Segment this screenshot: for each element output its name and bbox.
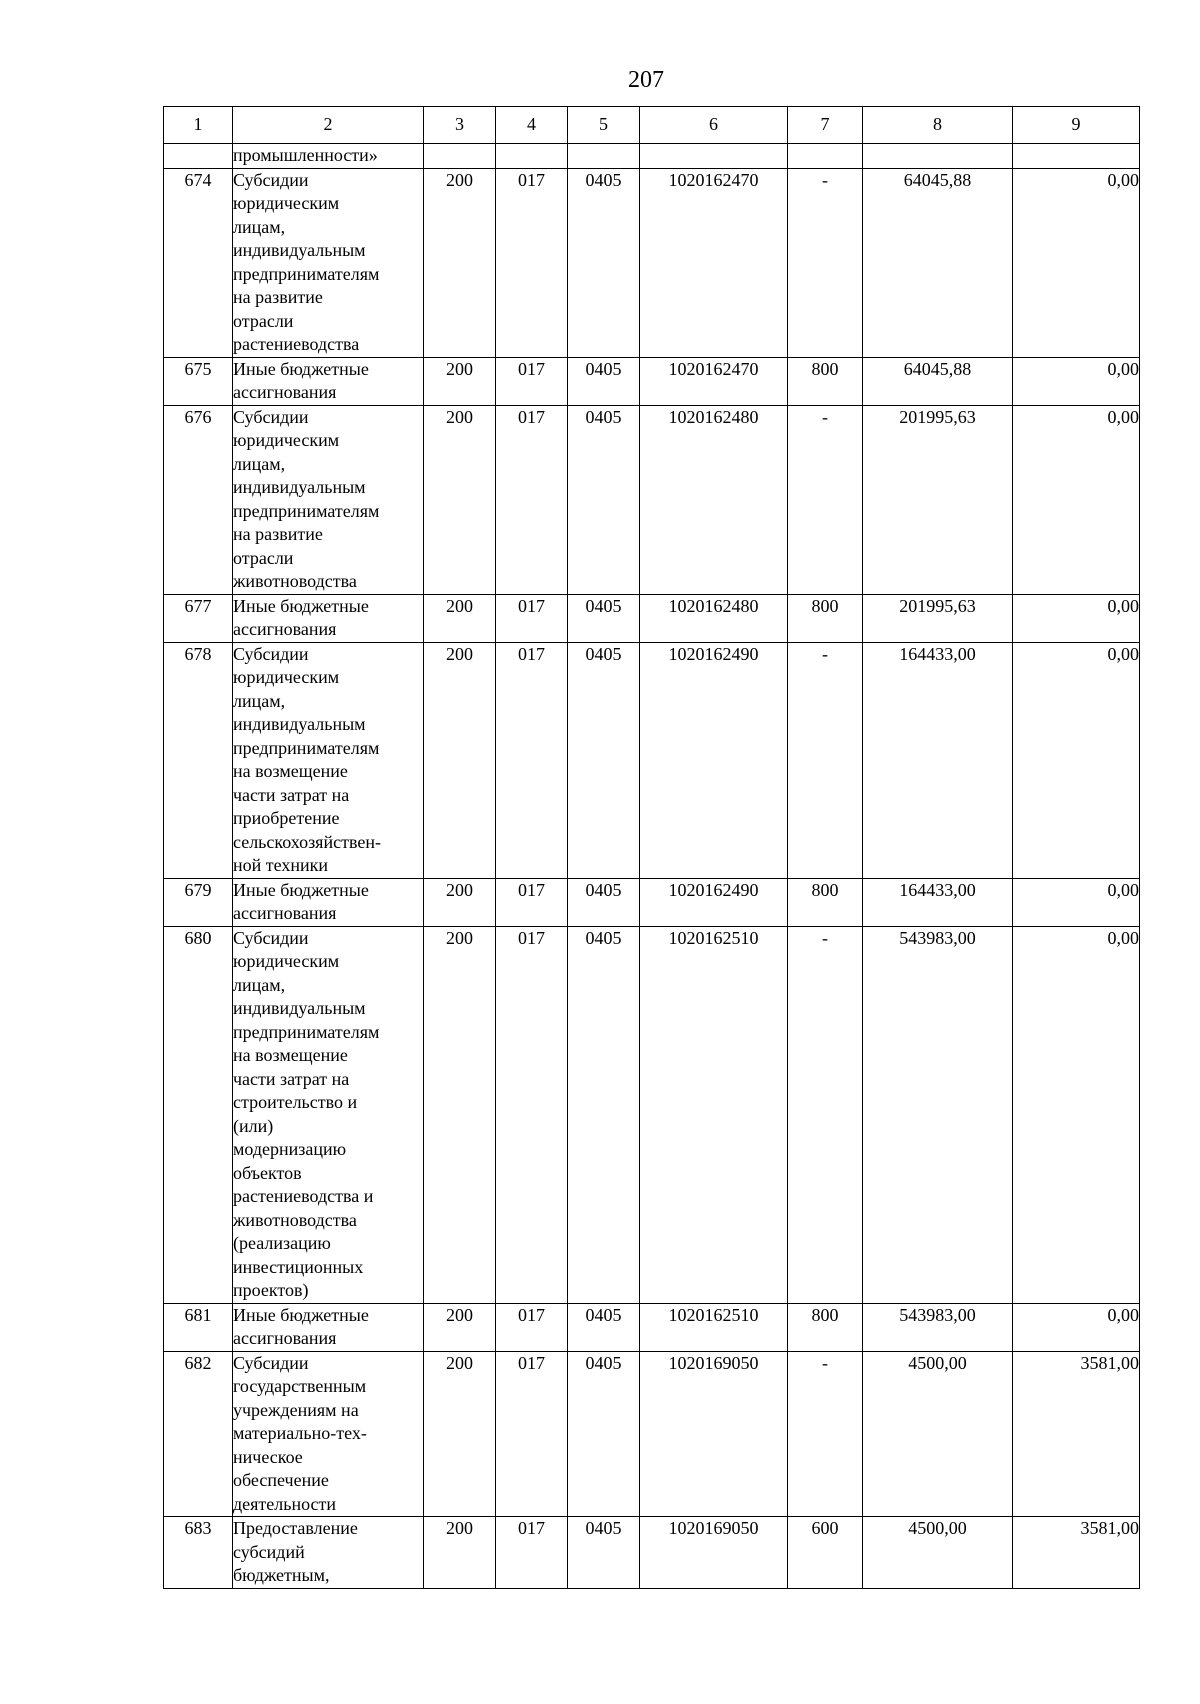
row-col-8: 64045,88 — [863, 168, 1013, 357]
cell-text-line: лицам, — [233, 974, 286, 995]
row-col-7: - — [788, 168, 863, 357]
cell-text-line: Иные бюджетные — [233, 595, 369, 616]
row-number: 682 — [164, 1351, 233, 1517]
cell-text-line: ассигнования — [233, 1328, 337, 1348]
row-col-5: 0405 — [568, 405, 640, 594]
cell-text-line: лицам, — [233, 453, 286, 474]
header-col-3: 3 — [424, 107, 496, 144]
table-row — [164, 357, 1140, 405]
row-number: 674 — [164, 168, 233, 357]
cell-text-line: индивидуальным — [233, 714, 366, 734]
cell-text-line: обеспечение — [233, 1470, 329, 1490]
row-number: 676 — [164, 405, 233, 594]
row-col-6: 1020162470 — [640, 357, 788, 405]
row-name — [233, 594, 424, 642]
cell-text-line: животноводства — [233, 571, 357, 591]
row-name — [233, 642, 424, 878]
row-col-5: 0405 — [568, 357, 640, 405]
table-row — [164, 1517, 1140, 1589]
cell-text-line: инвестиционных — [233, 1256, 364, 1277]
cell-text-line: Субсидии — [233, 406, 309, 427]
row-col-6: 1020162490 — [640, 878, 788, 926]
table-row — [164, 594, 1140, 642]
cell-text-line: (реализацию — [233, 1233, 331, 1253]
row-number: 683 — [164, 1517, 233, 1589]
row-col-5: 0405 — [568, 926, 640, 1303]
continuation-row — [164, 144, 1140, 169]
row-col-8: 164433,00 — [863, 878, 1013, 926]
row-col-9: 0,00 — [1013, 405, 1140, 594]
row-col-8: 4500,00 — [863, 1351, 1013, 1517]
row-col-3: 200 — [424, 594, 496, 642]
cell-text-line: на развитие — [233, 524, 323, 544]
row-col-3: 200 — [424, 1351, 496, 1517]
header-col-8: 8 — [863, 107, 1013, 144]
header-col-1: 1 — [164, 107, 233, 144]
row-col-3: 200 — [424, 926, 496, 1303]
cell-text-line: Иные бюджетные — [233, 1304, 369, 1325]
cell-text-line: юридическим — [233, 951, 340, 971]
cell-text-line: Субсидии — [233, 1352, 309, 1373]
row-col-4: 017 — [496, 168, 568, 357]
cell-text-line: (или) — [233, 1115, 274, 1136]
cell-text-line: проектов) — [233, 1280, 309, 1300]
cell-text-line: модернизацию — [233, 1139, 347, 1159]
table-row — [164, 405, 1140, 594]
row-col-5: 0405 — [568, 1303, 640, 1351]
row-col-5: 0405 — [568, 168, 640, 357]
row-col-6: 1020169050 — [640, 1351, 788, 1517]
table-row — [164, 1303, 1140, 1351]
row-col-8: 4500,00 — [863, 1517, 1013, 1589]
row-col-7: 800 — [788, 357, 863, 405]
cell-text-line: Субсидии — [233, 927, 309, 948]
row-col-4: 017 — [496, 1351, 568, 1517]
cell-text-line: ассигнования — [233, 382, 337, 402]
header-col-9: 9 — [1013, 107, 1140, 144]
cell-text-line: государственным — [233, 1376, 367, 1396]
cell-text-line: материально-тех- — [233, 1423, 367, 1443]
cell-text-line: растениеводства — [233, 334, 360, 354]
cell-text-line: ассигнования — [233, 903, 337, 923]
row-col-6: 1020162510 — [640, 926, 788, 1303]
row-col-7: - — [788, 926, 863, 1303]
cell-text-line: предпринимателям — [233, 500, 380, 521]
row-col-8: 201995,63 — [863, 594, 1013, 642]
cell-text-line: отрасли — [233, 310, 294, 331]
row-col-7: - — [788, 405, 863, 594]
row-col-9: 3581,00 — [1013, 1517, 1140, 1589]
row-col-4: 017 — [496, 1517, 568, 1589]
cell-text-line: юридическим — [233, 193, 340, 213]
cell-text-line: лицам, — [233, 690, 286, 711]
row-col-3: 200 — [424, 168, 496, 357]
cell-text-line: ническое — [233, 1446, 303, 1467]
table-row — [164, 1351, 1140, 1517]
row-number: 681 — [164, 1303, 233, 1351]
row-col-8: 201995,63 — [863, 405, 1013, 594]
row-col-4: 017 — [496, 405, 568, 594]
row-col-9: 0,00 — [1013, 594, 1140, 642]
header-row — [164, 107, 1140, 144]
row-col-6: 1020162470 — [640, 168, 788, 357]
row-col-7: 800 — [788, 878, 863, 926]
cell-text-line: предпринимателям — [233, 737, 380, 758]
row-name — [233, 168, 424, 357]
row-col-8: 543983,00 — [863, 926, 1013, 1303]
continuation-text: промышленности» — [233, 144, 424, 169]
cell-text-line: Субсидии — [233, 169, 309, 190]
cell-text-line: животноводства — [233, 1209, 357, 1230]
table-row — [164, 168, 1140, 357]
cell-text-line: индивидуальным — [233, 240, 366, 260]
row-number: 678 — [164, 642, 233, 878]
header-col-2: 2 — [233, 107, 424, 144]
cell-text-line: юридическим — [233, 430, 340, 450]
cell-text-line: субсидий — [233, 1541, 305, 1562]
row-name — [233, 1517, 424, 1589]
cell-text-line: Субсидии — [233, 643, 309, 664]
row-col-6: 1020162510 — [640, 1303, 788, 1351]
cell-text-line: объектов — [233, 1162, 302, 1183]
row-col-7: - — [788, 642, 863, 878]
row-col-9: 0,00 — [1013, 168, 1140, 357]
row-col-5: 0405 — [568, 1517, 640, 1589]
row-col-3: 200 — [424, 357, 496, 405]
row-col-3: 200 — [424, 1303, 496, 1351]
table-row — [164, 642, 1140, 878]
cell-text-line: на возмещение — [233, 1045, 348, 1065]
cell-text-line: Иные бюджетные — [233, 358, 369, 379]
cell-text-line: лицам, — [233, 216, 286, 237]
row-col-9: 0,00 — [1013, 926, 1140, 1303]
header-col-7: 7 — [788, 107, 863, 144]
cell-text-line: на развитие — [233, 287, 323, 307]
row-col-5: 0405 — [568, 878, 640, 926]
row-number: 675 — [164, 357, 233, 405]
row-col-5: 0405 — [568, 1351, 640, 1517]
row-col-8: 164433,00 — [863, 642, 1013, 878]
cell-text-line: предпринимателям — [233, 1021, 380, 1042]
row-col-3: 200 — [424, 642, 496, 878]
row-col-7: 800 — [788, 594, 863, 642]
row-col-5: 0405 — [568, 642, 640, 878]
row-col-4: 017 — [496, 1303, 568, 1351]
header-col-5: 5 — [568, 107, 640, 144]
cell-text-line: строительство и — [233, 1092, 358, 1112]
row-col-3: 200 — [424, 878, 496, 926]
row-col-9: 0,00 — [1013, 878, 1140, 926]
row-col-7: 600 — [788, 1517, 863, 1589]
cell-text-line: деятельности — [233, 1493, 337, 1514]
row-col-6: 1020162490 — [640, 642, 788, 878]
row-col-4: 017 — [496, 357, 568, 405]
header-col-6: 6 — [640, 107, 788, 144]
table-row — [164, 926, 1140, 1303]
table-row — [164, 878, 1140, 926]
cell-text-line: индивидуальным — [233, 998, 366, 1018]
cell-text-line: Иные бюджетные — [233, 879, 369, 900]
row-name — [233, 357, 424, 405]
row-col-9: 0,00 — [1013, 642, 1140, 878]
row-col-4: 017 — [496, 878, 568, 926]
row-col-4: 017 — [496, 594, 568, 642]
row-col-6: 1020162480 — [640, 594, 788, 642]
row-col-6: 1020169050 — [640, 1517, 788, 1589]
budget-table — [163, 106, 1140, 1589]
cell-text-line: Предоставление — [233, 1518, 358, 1538]
row-col-8: 543983,00 — [863, 1303, 1013, 1351]
row-col-7: - — [788, 1351, 863, 1517]
row-name — [233, 926, 424, 1303]
row-col-3: 200 — [424, 405, 496, 594]
cell-text-line: отрасли — [233, 547, 294, 568]
row-col-5: 0405 — [568, 594, 640, 642]
cell-text-line: части затрат на — [233, 1068, 350, 1089]
header-col-4: 4 — [496, 107, 568, 144]
page-number: 207 — [628, 67, 664, 93]
cell-text-line: предпринимателям — [233, 263, 380, 284]
row-col-4: 017 — [496, 642, 568, 878]
row-col-7: 800 — [788, 1303, 863, 1351]
row-col-9: 0,00 — [1013, 357, 1140, 405]
row-col-4: 017 — [496, 926, 568, 1303]
cell-text-line: на возмещение — [233, 761, 348, 781]
cell-text-line: бюджетным, — [233, 1565, 330, 1585]
row-name — [233, 1351, 424, 1517]
row-name — [233, 878, 424, 926]
row-col-6: 1020162480 — [640, 405, 788, 594]
row-number: 677 — [164, 594, 233, 642]
row-col-8: 64045,88 — [863, 357, 1013, 405]
row-name — [233, 405, 424, 594]
row-name — [233, 1303, 424, 1351]
row-col-3: 200 — [424, 1517, 496, 1589]
row-number: 680 — [164, 926, 233, 1303]
cell-text-line: приобретение — [233, 808, 340, 828]
cell-text-line: сельскохозяйствен- — [233, 831, 381, 852]
cell-text-line: растениеводства и — [233, 1186, 374, 1206]
cell-text-line: юридическим — [233, 667, 340, 687]
cell-text-line: части затрат на — [233, 784, 350, 805]
row-col-9: 0,00 — [1013, 1303, 1140, 1351]
cell-text-line: индивидуальным — [233, 477, 366, 497]
cell-text-line: ассигнования — [233, 619, 337, 639]
row-number: 679 — [164, 878, 233, 926]
row-col-9: 3581,00 — [1013, 1351, 1140, 1517]
cell-text-line: ной техники — [233, 855, 329, 875]
cell-text-line: учреждениям на — [233, 1399, 359, 1420]
